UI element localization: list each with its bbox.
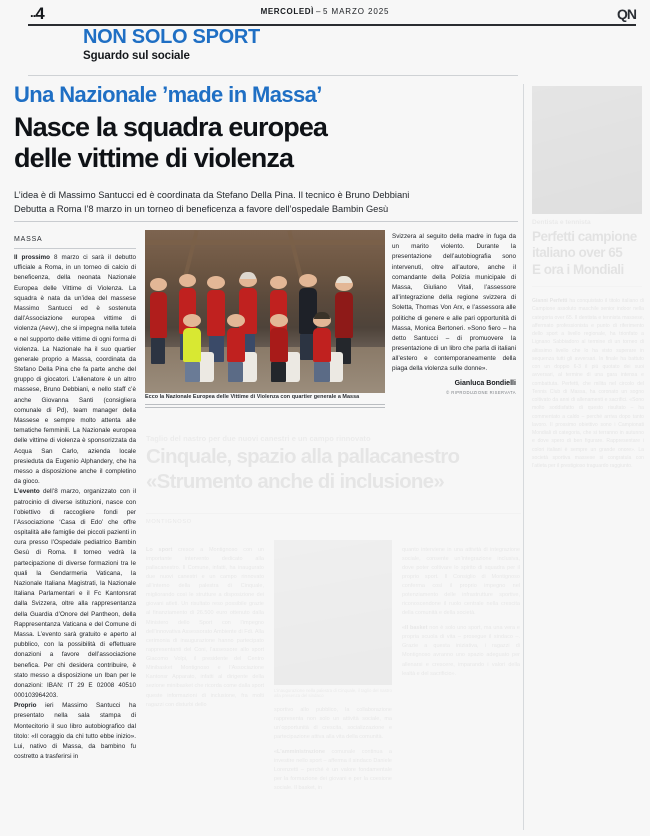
sidebar-photo [532, 86, 642, 214]
dept-rule [14, 248, 136, 249]
main-article-photo [145, 230, 385, 393]
section-rule [28, 75, 518, 76]
paragraph-lead: L’evento [14, 488, 40, 496]
paragraph-lead: Lo sport [146, 546, 173, 553]
second-article-dept-label: MONTIGNOSO [146, 519, 192, 525]
byline: Gianluca Bondielli [454, 379, 516, 387]
folio-dots: .. [30, 5, 36, 20]
paragraph-text: non è solo uno sport, ma una vera e propria scuola di vita – prosegue il sindaco –. Grazie a questa iniziativa, i ragazzi di Montignoso avranno uno spazio adeguato per allenarsi e crescere, imparando i valori della lealtà e del sacrificio». [402, 625, 520, 677]
dateline [0, 7, 650, 16]
paragraph [14, 253, 136, 487]
paragraph [146, 546, 264, 710]
paragraph [402, 624, 520, 679]
photo-person-seated [313, 314, 331, 382]
paragraph-lead: Proprio [14, 702, 37, 710]
paragraph-lead: «Il basket [402, 625, 428, 631]
sidebar-rule [532, 286, 642, 287]
sidebar-headline-line-3: E ora i Mondiali [532, 261, 624, 277]
paragraph-text: cresce a Montignoso con un importante intervento dedicato alla pallacanestro. Il Comune, infatti, ha inaugurato due nuovi canestri e un campo rinnovato all’interno della palestra di Cinquale, migliorando così le strutture a disposizione dei giovani atleti. Un risultato reso possibile grazie al finanziamento di 26.500 euro ottenuto dalla Ministero dello Sport con l’impegno dell’innovativa Assessorato Ambiente di Fdi. Alla cerimonia di inaugurazione hanno partecipato rappresentanti del Coni, l’assessore allo sport Giacomo Volpi, il presidente del Centro Minibasket Montignoso e l’Associazione Kantonsr Apparato, infatti al dirigente della sezione minibasket che ricorda come dalla sport queste informazioni di inclusione, fra molti ragazzi con disturbi dello [146, 546, 264, 708]
second-article-column-2 [274, 700, 392, 799]
second-article-photo [274, 540, 392, 685]
section-subtitle: Sguardo sul sociale [83, 50, 190, 62]
second-headline-line-1: Cinquale, spazio alla pallacanestro [146, 445, 460, 468]
main-article-photo-caption: Ecco la Nazionale Europea delle Vittime di Violenza con quartier generale a Massa [145, 394, 360, 400]
dateline-date: 5 MARZO 2025 [323, 7, 390, 16]
photo-person-seated [270, 314, 288, 382]
qn-logo-icon: QN [617, 6, 636, 22]
headline-line-1: Nasce la squadra europea [14, 112, 328, 142]
sidebar-headline-line-2: italiano over 65 [532, 245, 623, 261]
paragraph [392, 232, 516, 375]
main-article-dept-label: MASSA [14, 236, 43, 243]
headline-line-2: delle vittime di violenza [14, 142, 294, 173]
section-title: NON SOLO SPORT [83, 26, 260, 48]
second-article-kicker: Taglio del nastro per due nuovi canestri e un campo rinnovato [146, 434, 371, 443]
second-article-column-1 [146, 540, 264, 715]
subhead-rule [14, 221, 518, 222]
paragraph-text: 8 marzo ci sarà il debutto ufficiale a Roma, in un torneo di calcio di beneficenza, della neonata Nazionale Europea delle Vittime di Violenza. La squadra è nata da un’idea del massese Massimo Santucci ed è sostenuta dall’Associazione europea vittime di violenza (Aevv), che si impegna nella tutela e nel supporto delle vittime di ogni forma di violenza. La Nazionale ha il suo quartier generale proprio a Massa, coordinata da Stefano Della Pina che fa parte anche del gruppo di giocatori. L’allenatore è un altro massese, Bruno Debbiani, e nello staff c’è anche Giovanna Santi (consigliera comunale di Pd), team manager della Massese e sempre molto attenta alle tematiche femminili. La Nazionale europea delle vittime di violenza è sponsorizzata da Acqua San Carlo, azienda locale presieduta da Eugenio Alphandery, che ha messo a disposizione anche il completino da gioco. [14, 254, 137, 486]
masthead [0, 0, 650, 26]
main-article-kicker: Una Nazionale ’made in Massa’ [14, 82, 322, 107]
photo-caption-rule [145, 404, 385, 408]
second-article-photo-caption: L’inaugurazione nella palestra di Cinquale, il taglio del nastro alla presenza del sindaco [274, 688, 392, 698]
sidebar-divider [523, 84, 524, 830]
photo-person [150, 278, 167, 364]
paragraph-lead: Il prossimo [14, 254, 51, 261]
paragraph [532, 297, 644, 470]
main-article-column-right [392, 232, 516, 397]
main-article-column-left [14, 253, 136, 762]
second-article-rule [146, 513, 521, 514]
second-article-column-3 [402, 540, 520, 684]
paragraph [402, 546, 520, 619]
paragraph-text: quanto interviene in una attività di integrazione sociale, consente un’integrazione inclusiva, dove poter coltivare lo spirito di squadra per il proprio sport. Il Consiglio di Montignoso conferma così il proprio impegno nel potenziamento delle infrastrutture sportive, riconoscendone il ruolo centrale nella crescita della comunità e della società. [402, 546, 520, 617]
section-header [83, 27, 260, 62]
photo-person-seated [183, 314, 201, 382]
sidebar-headline-line-1: Perfetti campione [532, 229, 637, 244]
subhead-line-2: Debutta a Roma l’8 marzo in un torneo di beneficenza a favore dell’ospedale Bambin Gesù [14, 204, 389, 215]
paragraph-text: dell’8 marzo, organizzato con il patrocinio di diverse istituzioni, nasce con l’obiettivo di raccogliere fondi per l’Associazione ‘Casa di Edo’ che offre ospitalità alle famiglie dei piccoli pazienti in cura presso l’Ospedale pediatrico Bambin Gesù di Roma. Il torneo vedrà la partecipazione di diverse formazioni tra le quali la Gendarmeria Vaticana, la Nazionale Italiana Magistrati, la Nazionale Italiana Parlamentari e il Fc Kantonsrat dalla Svizzera, oltre alla rappresentanza della Guardia d’Onore del Pantheon, della Rappresentanza Vaticana e del Comune di Massa. L’evento sarà gratuito e aperto al pubblico, con la possibilità di effettuare donazioni a favore dell’associazione benefica. Per chi desidera contribuire, è stato messo a disposizione un Iban per le donazioni: IBAN: IT 29 E 02008 40510 000103964203. [14, 488, 136, 700]
main-article-subhead [14, 188, 509, 217]
photo-person [335, 278, 353, 364]
sidebar-headline [532, 229, 644, 278]
sidebar-body [532, 292, 644, 475]
paragraph-text: ieri Massimo Santucci ha presentato nella sala stampa di Montecitorio il suo libro autobiografico dal titolo: «Il coraggio da chi tutto ebbe inizio». Lui, nativo di Massa, da bambino fu costretto a trasferirsi in [14, 702, 136, 761]
main-article-headline [14, 112, 514, 173]
photo-person [207, 276, 225, 362]
dateline-dash: – [315, 7, 322, 16]
sidebar-kicker: Dentista e tennista [532, 219, 591, 226]
paragraph-text: comunale continua a investire nello sport – afferma il sindaco Daniele Lorenzetti – perché è un valore fondamentale per la formazione dei giovani e per la coesione sociale. Il basket, in [274, 748, 392, 791]
photo-person-seated [227, 314, 245, 382]
second-headline-line-2: «Strumento anche di inclusione» [146, 470, 444, 493]
paragraph-text: ha conquistato il titolo italiano di Campione assoluto maschile senior indoor nella categoria over 65. Il dentista e tennista massese, affermato professionista e punto di riferimento dello sport a livello regionale, ha trionfato a Lignano Sabbiadoro al termine di un torneo di altissimo livello che lo ha visto superare in sequenza tutti gli avversari. In finale ha battuto con un doppio 6-3 il più quotato dei suoi avversari, al termine di una gara intensa e combattuta. Perfetti, che milita nel circolo del Tennis Club di Massa, ha coronato un sogno coltivato da anni di allenamenti e sacrifici. «Sono molto soddisfatto di questo risultato – ha commentato a caldo – perché arriva dopo tanto lavoro. Il prossimo obiettivo sono i Campionati Mondiali di categoria, che si terranno in autunno e dove spero di ben figurare. Rappresentare i colori italiani è sempre un grande onore». La società sportiva massese si congratula con l’atleta per il prestigioso traguardo raggiunto. [532, 298, 644, 470]
paragraph [14, 487, 136, 701]
paragraph-lead: Gianni Perfetti [532, 298, 568, 305]
second-article-headline [146, 444, 521, 494]
folio-number: 4 [35, 4, 45, 23]
dateline-day: MERCOLEDÌ [260, 7, 314, 16]
copyright-notice: © RIPRODUZIONE RISERVATA [446, 389, 516, 395]
paragraph [274, 748, 392, 794]
paragraph-text: Svizzera al seguito della madre in fuga da un marito violento. Durante la presentazione dell’autobiografia sono intervenuti, oltre all’autore, anche il comandante della Polizia municipale di Massa, Giuliano Vitali, l’assessore all’integrazione della regione svizzera di Soletta, Thomas Von Arx, e l’assessora alle politiche di genere e alle pari opportunità di Massa, Monica Bertoneri. »Sono fiero – ha detto Santucci – di promuovere la presentazione di un libro che parla di italiani all’estero e contemporaneamente della piaga della violenza sulle donne». [392, 233, 516, 373]
photo-beam [145, 240, 385, 245]
subhead-line-1: L’idea è di Massimo Santucci ed è coordinata da Stefano Della Pina. Il tecnico è Bruno Debbiani [14, 190, 410, 200]
paragraph [274, 706, 392, 743]
paragraph [14, 701, 136, 762]
paragraph-text: sportivo allo pubblico, la collaborazione rappresenta non solo un attività sociale, ma un’opportunità di crescita, socializzazione e partecipazione attiva alla vita della comunità. [274, 706, 392, 740]
paragraph-lead: «L’amministrazione [274, 748, 326, 755]
